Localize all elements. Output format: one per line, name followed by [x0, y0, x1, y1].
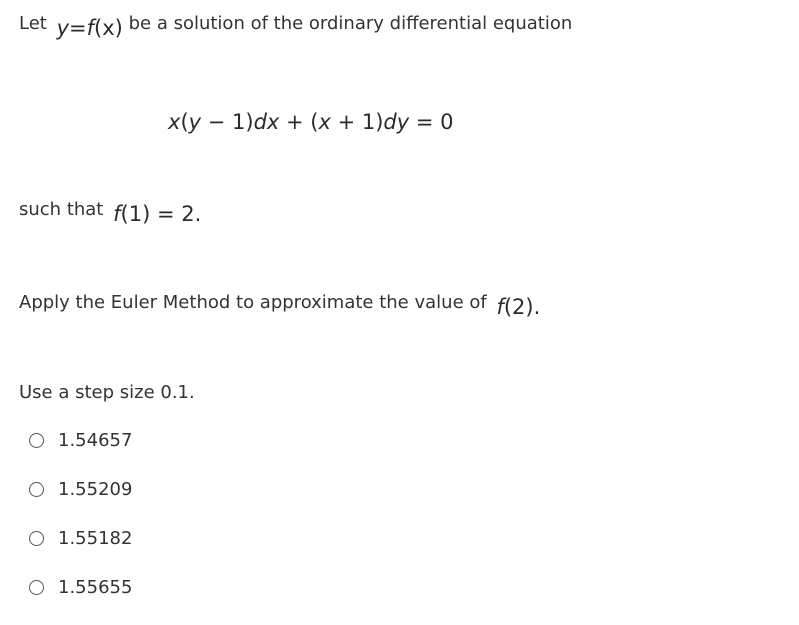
question-intro	[19, 12, 573, 40]
answer-option-label: 1.55655	[58, 576, 133, 598]
answer-option-label: 1.54657	[58, 429, 133, 451]
step-size-instruction: Use a step size 0.1.	[19, 382, 195, 403]
eq-x2: x	[318, 110, 331, 134]
condition-prefix: such that	[19, 199, 104, 220]
task-period: .	[533, 295, 541, 319]
eq-dy: dy	[383, 110, 410, 134]
eq-equals-zero: = 0	[409, 110, 454, 134]
intro-math-equals: =	[69, 16, 87, 40]
intro-math-arg: (x)	[94, 16, 123, 40]
eq-x: x	[168, 110, 181, 134]
intro-suffix: be a solution of the ordinary differential equation	[128, 13, 573, 34]
eq-y: y	[188, 110, 202, 134]
eq-plus: + (	[279, 110, 319, 134]
radio-button[interactable]	[29, 580, 44, 595]
radio-button[interactable]	[29, 531, 44, 546]
task-f: f	[496, 295, 504, 319]
answer-option-label: 1.55209	[58, 478, 133, 500]
task-arg: (2)	[503, 295, 534, 319]
radio-button[interactable]	[29, 482, 44, 497]
eq-dx: dx	[253, 110, 280, 134]
radio-button[interactable]	[29, 433, 44, 448]
initial-condition	[19, 198, 202, 226]
answer-option-4[interactable]	[29, 575, 132, 599]
answer-option-label: 1.55182	[58, 527, 133, 549]
eq-plus-one: + 1)	[330, 110, 384, 134]
intro-math-function	[57, 16, 123, 40]
task-instruction	[19, 291, 541, 319]
condition-arg: (1) = 2	[120, 202, 195, 226]
condition-f: f	[113, 202, 121, 226]
intro-math-f: f	[86, 16, 95, 40]
task-math	[496, 295, 540, 319]
answer-option-3[interactable]	[29, 526, 132, 550]
answer-option-1[interactable]	[29, 428, 132, 452]
differential-equation	[168, 110, 454, 134]
task-text: Apply the Euler Method to approximate the value of	[19, 292, 487, 313]
eq-paren: (	[180, 110, 189, 134]
condition-math	[113, 202, 201, 226]
eq-minus-one: − 1)	[201, 110, 254, 134]
answer-option-2[interactable]	[29, 477, 132, 501]
intro-prefix: Let	[19, 13, 47, 34]
intro-math-y: y	[56, 16, 70, 40]
condition-period: .	[194, 202, 202, 226]
